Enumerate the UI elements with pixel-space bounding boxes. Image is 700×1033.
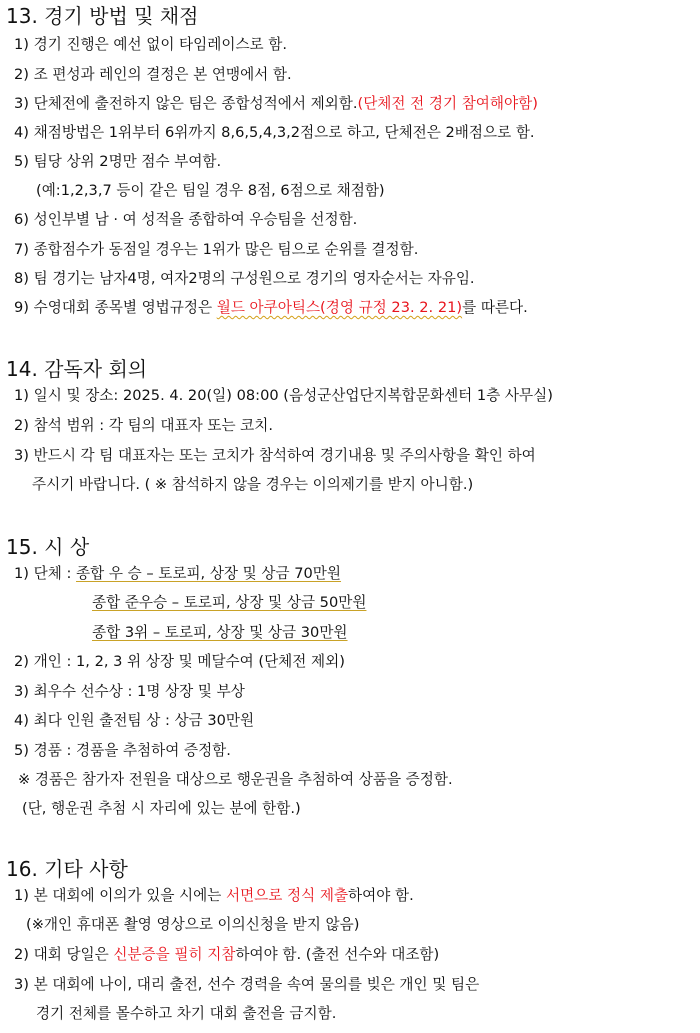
s16-item-2-text: 2) 대회 당일은 (14, 946, 114, 963)
section-15-title: 15. 시 상 (6, 535, 90, 559)
s13-item-3 (14, 94, 538, 114)
s13-item-4: 4) 채점방법은 1위부터 6위까지 8,6,5,4,3,2점으로 하고, 단체전은 2배점으로 함. (14, 124, 535, 141)
s16-item-1 (14, 886, 414, 906)
s13-item-5-note: (예:1,2,3,7 등이 같은 팀일 경우 8점, 6점으로 채점함) (36, 182, 385, 199)
s15-note-1: ※ 경품은 참가자 전원을 대상으로 행운권을 추첨하여 상품을 증정함. (18, 771, 453, 788)
s14-item-1: 1) 일시 및 장소: 2025. 4. 20(일) 08:00 (음성군산업단지복합문화센터 1층 사무실) (14, 387, 553, 404)
s13-item-9-end: 를 따른다. (462, 299, 528, 316)
s13-item-2: 2) 조 편성과 레인의 결정은 본 연맹에서 함. (14, 66, 292, 83)
s15-note-2: (단, 행운권 추첨 시 자리에 있는 분에 한함.) (22, 800, 301, 817)
s16-item-1-end: 하여야 함. (348, 887, 414, 904)
s15-team-prefix: 1) 단체 : (14, 565, 77, 582)
s15-item-3: 3) 최우수 선수상 : 1명 상장 및 부상 (14, 683, 245, 700)
s13-item-3-text: 3) 단체전에 출전하지 않은 팀은 종합성적에서 제외함. (14, 95, 358, 112)
s13-item-9-text: 9) 수영대회 종목별 영법규정은 (14, 299, 217, 316)
s16-item-3-cont: 경기 전체를 몰수하고 차기 대회 출전을 금지함. (36, 1005, 337, 1022)
s15-team-award-2-text: 종합 준우승 – 토로피, 상장 및 상금 50만원 (92, 594, 367, 611)
s16-item-1-text: 1) 본 대회에 이의가 있을 시에는 (14, 887, 226, 904)
s16-item-3: 3) 본 대회에 나이, 대리 출전, 선수 경력을 속여 물의를 빚은 개인 및 팀은 (14, 976, 480, 993)
s15-team-award-1: 종합 우 승 – 토로피, 상장 및 상금 70만원 (76, 565, 342, 582)
s13-item-6: 6) 성인부별 남 · 여 성적을 종합하여 우승팀을 선정함. (14, 211, 358, 228)
s13-item-3-red: (단체전 전 경기 참여해야함) (357, 95, 538, 112)
s14-item-3-cont: 주시기 바랍니다. ( ※ 참석하지 않을 경우는 이의제기를 받지 아니함.) (32, 476, 474, 493)
s15-team-award-2 (92, 593, 366, 613)
s15-item-2: 2) 개인 : 1, 2, 3 위 상장 및 메달수여 (단체전 제외) (14, 653, 345, 670)
s14-item-2: 2) 참석 범위 : 각 팀의 대표자 또는 코치. (14, 417, 274, 434)
section-16-title: 16. 기타 사항 (6, 857, 128, 881)
s15-item-1 (14, 564, 341, 584)
s16-item-2-red: 신분증을 필히 지참 (113, 946, 236, 963)
section-13-title: 13. 경기 방법 및 채점 (6, 4, 199, 28)
s13-item-7: 7) 종합점수가 동점일 경우는 1위가 많은 팀으로 순위를 결정함. (14, 241, 419, 258)
s16-item-2 (14, 945, 439, 965)
section-14-title: 14. 감독자 회의 (6, 357, 148, 381)
s13-item-5: 5) 팀당 상위 2명만 점수 부여함. (14, 153, 222, 170)
s15-team-award-3 (92, 623, 348, 643)
s15-item-4: 4) 최다 인원 출전팀 상 : 상금 30만원 (14, 712, 255, 729)
s14-item-3: 3) 반드시 각 팀 대표자는 또는 코치가 참석하여 경기내용 및 주의사항을 확인 하여 (14, 447, 536, 464)
s13-item-8: 8) 팀 경기는 남자4명, 여자2명의 구성원으로 경기의 영자순서는 자유임. (14, 270, 475, 287)
s16-item-1-red: 서면으로 정식 제출 (225, 887, 349, 904)
s13-item-1: 1) 경기 진행은 예선 없이 타임레이스로 함. (14, 36, 288, 53)
s15-team-award-3-text: 종합 3위 – 토로피, 상장 및 상금 30만원 (92, 624, 348, 641)
s16-item-1-note: (※개인 휴대폰 촬영 영상으로 이의신청을 받지 않음) (26, 916, 360, 933)
s13-item-9 (14, 298, 528, 318)
s16-item-2-end: 하여야 함. (출전 선수와 대조함) (235, 946, 440, 963)
s15-item-5: 5) 경품 : 경품을 추첨하여 증정함. (14, 742, 231, 759)
s13-item-9-red: 월드 아쿠아틱스(경영 규정 23. 2. 21) (216, 299, 463, 316)
